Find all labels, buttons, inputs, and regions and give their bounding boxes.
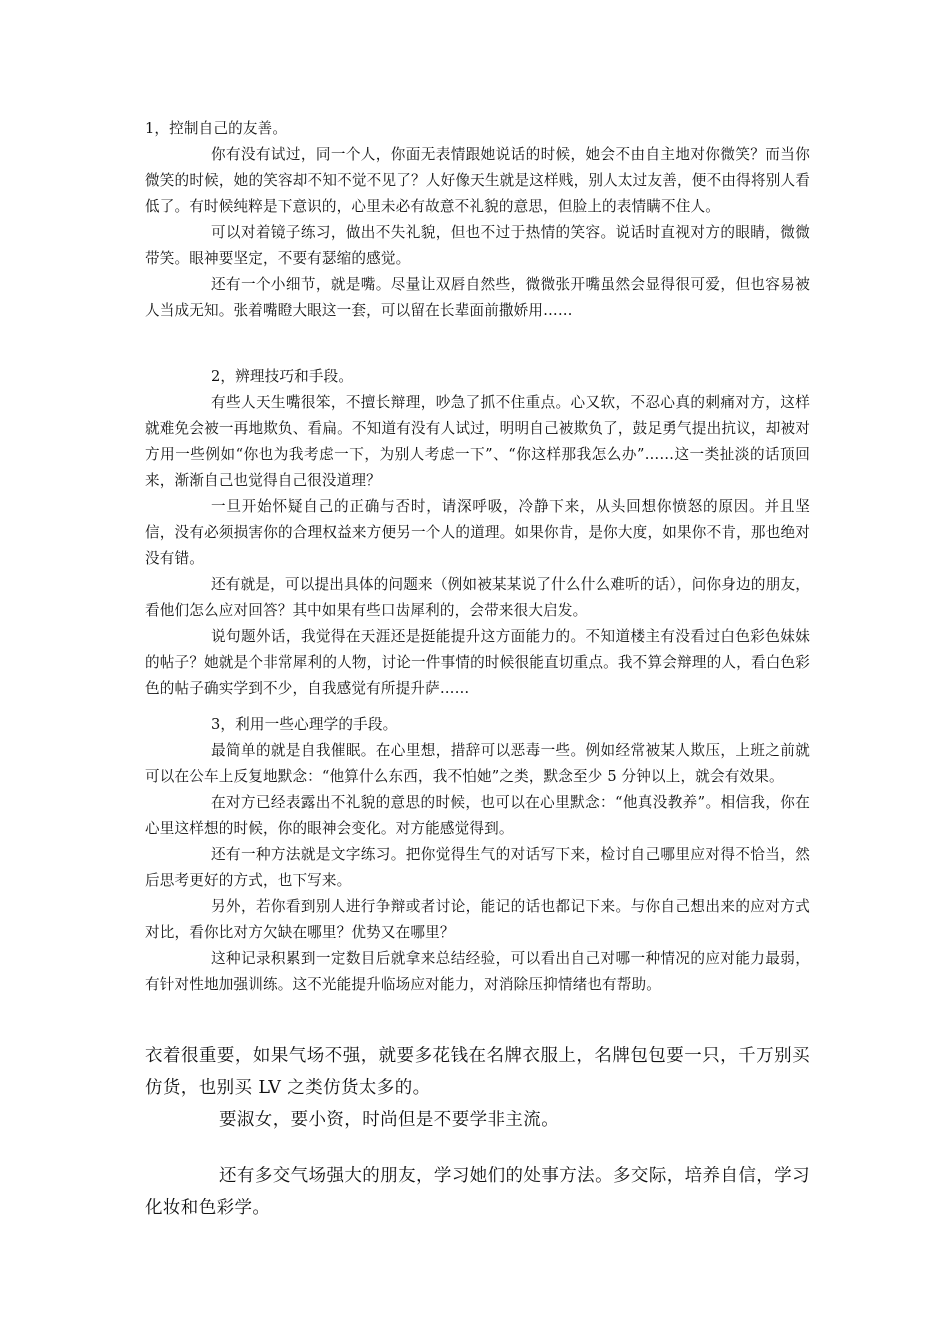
section-heading: 2，辨理技巧和手段。 xyxy=(211,368,354,385)
closing-paragraphs-2 xyxy=(145,1160,810,1224)
section-heading: 3，利用一些心理学的手段。 xyxy=(211,716,398,733)
paragraph: 还有一种方法就是文字练习。把你觉得生气的对话写下来，检讨自己哪里应对得不恰当，然后思考更好的方式，也下写来。 xyxy=(145,846,810,889)
paragraph: 最简单的就是自我催眠。在心里想，措辞可以恶毒一些。例如经常被某人欺压，上班之前就可以在公车上反复地默念：“他算什么东西，我不怕她”之类，默念至少 5 分钟以上，就会有效果。 xyxy=(145,742,810,785)
closing-paragraph-2: 要淑女，要小资，时尚但是不要学非主流。 xyxy=(219,1110,560,1130)
section-2 xyxy=(145,364,810,702)
paragraph: 可以对着镜子练习，做出不失礼貌，但也不过于热情的笑容。说话时直视对方的眼睛，微微带笑。眼神要坚定，不要有瑟缩的感觉。 xyxy=(145,224,810,267)
paragraph: 你有没有试过，同一个人，你面无表情跟她说话的时候，她会不由自主地对你微笑？而当你微笑的时候，她的笑容却不知不觉不见了？人好像天生就是这样贱，别人太过友善，便不由得将别人看低了。有时候纯粹是下意识的，心里未必有故意不礼貌的意思，但脸上的表情瞒不住人。 xyxy=(145,146,810,215)
paragraph: 一旦开始怀疑自己的正确与否时，请深呼吸，冷静下来，从头回想你愤怒的原因。并且坚信，没有必须损害你的合理权益来方便另一个人的道理。如果你肯，是你大度，如果你不肯，那也绝对没有错。 xyxy=(145,498,810,567)
closing-paragraph-1: 衣着很重要，如果气场不强，就要多花钱在名牌衣服上，名牌包包要一只，千万别买仿货，也别买 LV 之类仿货太多的。 xyxy=(145,1046,810,1098)
section-3 xyxy=(145,712,810,998)
section-heading: 1，控制自己的友善。 xyxy=(145,120,288,137)
paragraph: 还有就是，可以提出具体的问题来（例如被某某说了什么什么难听的话），问你身边的朋友，看他们怎么应对回答？其中如果有些口齿犀利的，会带来很大启发。 xyxy=(145,576,810,619)
closing-paragraphs xyxy=(145,1040,810,1136)
paragraph: 这种记录积累到一定数目后就拿来总结经验，可以看出自己对哪一种情况的应对能力最弱，有针对性地加强训练。这不光能提升临场应对能力，对消除压抑情绪也有帮助。 xyxy=(145,950,810,993)
section-1 xyxy=(145,116,810,324)
paragraph: 还有一个小细节，就是嘴。尽量让双唇自然些，微微张开嘴虽然会显得很可爱，但也容易被人当成无知。张着嘴瞪大眼这一套，可以留在长辈面前撒娇用…… xyxy=(145,276,810,319)
paragraph: 说句题外话，我觉得在天涯还是挺能提升这方面能力的。不知道楼主有没看过白色彩色妹妹的帖子？她就是个非常犀利的人物，讨论一件事情的时候很能直切重点。我不算会辩理的人，看白色彩色的帖子确实学到不少，自我感觉有所提升萨…… xyxy=(145,628,810,697)
paragraph: 有些人天生嘴很笨，不擅长辩理，吵急了抓不住重点。心又软，不忍心真的刺痛对方，这样就难免会被一再地欺负、看扁。不知道有没有人试过，明明自己被欺负了，鼓足勇气提出抗议，却被对方用一些例如“你也为我考虑一下，为别人考虑一下”、“你这样那我怎么办”……这一类扯淡的话顶回来，渐渐自己也觉得自己很没道理？ xyxy=(145,394,810,489)
closing-paragraph-3: 还有多交气场强大的朋友，学习她们的处事方法。多交际，培养自信，学习化妆和色彩学。 xyxy=(145,1166,810,1218)
paragraph: 在对方已经表露出不礼貌的意思的时候，也可以在心里默念：“他真没教养”。相信我，你在心里这样想的时候，你的眼神会变化。对方能感觉得到。 xyxy=(145,794,810,837)
paragraph: 另外，若你看到别人进行争辩或者讨论，能记的话也都记下来。与你自己想出来的应对方式对比，看你比对方欠缺在哪里？优势又在哪里？ xyxy=(145,898,810,941)
